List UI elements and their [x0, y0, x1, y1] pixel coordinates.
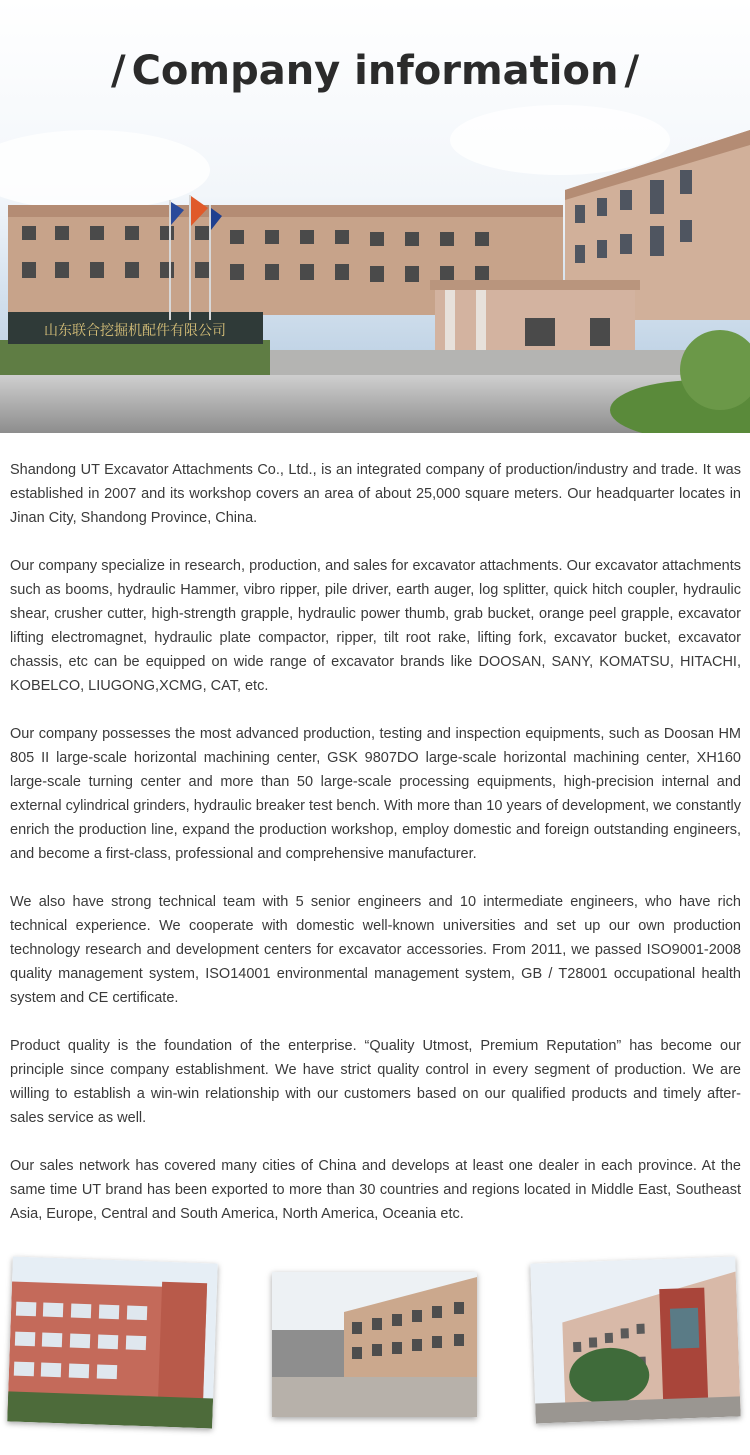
page-title-text: Company information: [131, 48, 619, 94]
paragraph-team: We also have strong technical team with 5 senior engineers and 10 intermediate engineers, who have rich technical experience. We cooperate with domestic well-known universities and set up our own production technology research and development centers for excavator accessories. From 2011, we passed ISO9001-2008 quality management system, ISO14001 environmental management system, GB / T28001 occupational health system and CE certificate.: [10, 894, 741, 1006]
paragraph-quality: Product quality is the foundation of the enterprise. “Quality Utmost, Premium Reputation” has become our principle since company establishment. We have strict quality control in every segment of production. We are willing to establish a win-win relationship with our customers based on our qualified products and timely after-sales service as well.: [10, 1038, 741, 1126]
title-slash-right: /: [624, 48, 640, 94]
gallery-photo-3: [530, 1256, 740, 1423]
paragraph-sales: Our sales network has covered many cities of China and develops at least one dealer in each province. At the same time UT brand has been exported to more than 30 countries and regions located in Middle East, Southeast Asia, Europe, Central and South America, North America, Oceania etc.: [10, 1158, 741, 1222]
photo-gallery: [0, 1250, 750, 1450]
gallery-photo-1: [7, 1256, 218, 1428]
title-slash-left: /: [110, 48, 126, 94]
company-description: [10, 458, 741, 1250]
gallery-photo-2: [272, 1272, 477, 1417]
page-title: [0, 48, 750, 94]
paragraph-equipment: Our company possesses the most advanced production, testing and inspection equipments, such as Doosan HM 805 II large-scale horizontal machining center, GSK 9807DO large-scale horizontal machining center, XH160 large-scale turning center and more than 50 large-scale processing equipments, high-precision internal and external cylindrical grinders, hydraulic breaker test bench. With more than 10 years of development, we constantly enrich the production line, expand the production workshop, employ domestic and foreign outstanding engineers, and become a first-class, professional and comprehensive manufacturer.: [10, 726, 741, 862]
paragraph-intro: Shandong UT Excavator Attachments Co., Ltd., is an integrated company of production/industry and trade. It was established in 2007 and its workshop covers an area of about 25,000 square meters. Our headquarter locates in Jinan City, Shandong Province, China.: [10, 462, 741, 526]
company-sign-text: 山东联合挖掘机配件有限公司: [44, 323, 226, 339]
hero-banner: [0, 0, 750, 433]
paragraph-products: Our company specialize in research, production, and sales for excavator attachments. Our excavator attachments such as booms, hydraulic Hammer, vibro ripper, pile driver, earth auger, log splitter, quick hitch coupler, hydraulic shear, crusher cutter, high-strength grapple, hydraulic power thumb, grab bucket, orange peel grapple, excavator lifting electromagnet, hydraulic plate compactor, ripper, tilt root rake, lifting fork, excavator bucket, excavator chassis, etc can be equipped on wide range of excavator brands like DOOSAN, SANY, KOMATSU, HITACHI, KOBELCO, LIUGONG,XCMG, CAT, etc.: [10, 558, 741, 694]
